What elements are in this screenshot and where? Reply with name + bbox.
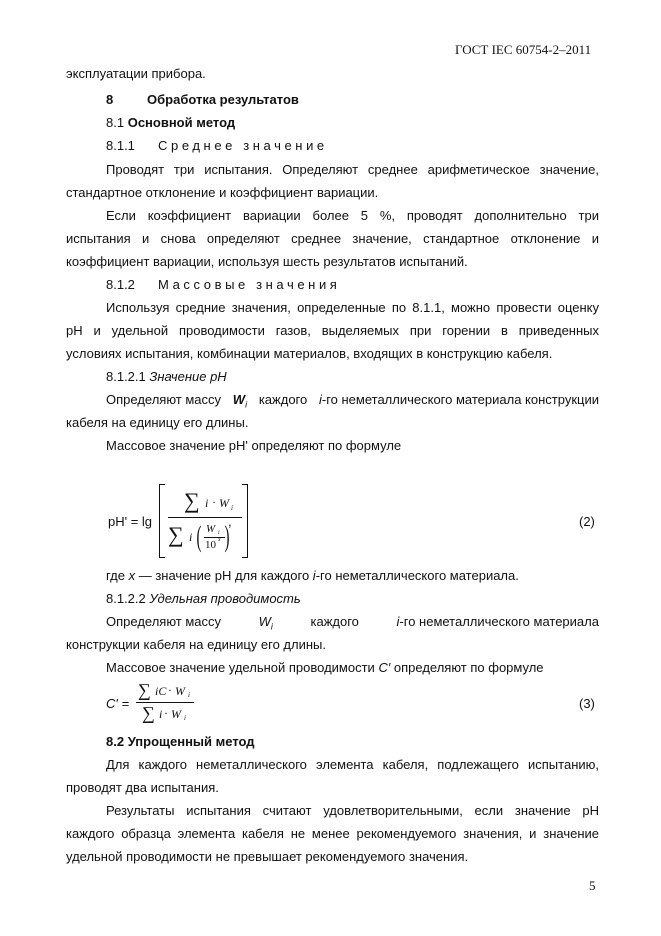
denominator-sub: i — [184, 714, 186, 722]
section-8-1-1-number: 8.1.1 — [106, 138, 135, 153]
paragraph-2-line-2: испытания и снова определяют среднее значение, стандартное отклонение и — [66, 231, 599, 246]
numerator-W: W — [219, 496, 229, 510]
paragraph-6: где x — значение pH для каждого i-го неметаллического материала. — [106, 568, 519, 583]
denominator-sum: ∑ — [168, 522, 184, 547]
section-title: Значение pH — [149, 369, 227, 384]
numerator-dot: · — [212, 495, 216, 509]
paragraph-9-line-2: проводят два испытания. — [66, 780, 219, 795]
paragraph-4-line-2: кабеля на единицу его длины. — [66, 415, 249, 430]
numerator-sub: i — [188, 691, 190, 699]
section-number: 8.1 — [106, 115, 125, 130]
denominator-i: i — [189, 530, 193, 544]
standard-header: ГОСТ IEC 60754-2–2011 — [455, 42, 592, 57]
section-number: 8.1.2.2 — [106, 591, 146, 606]
formula-2-number: (2) — [579, 514, 595, 529]
right-bracket — [242, 484, 248, 558]
paragraph-1-line-1: Проводят три испытания. Определяют среднее арифметическое значение, — [106, 162, 599, 177]
formula-3 — [106, 680, 226, 724]
denominator-sum: ∑ — [142, 703, 155, 723]
numerator-sum: ∑ — [138, 680, 151, 700]
text: i-го неметаллического материала конструкции — [318, 392, 599, 407]
paragraph-3-line-2: pH и удельной проводимости газов, выделяемых при горении в приведенных — [66, 323, 599, 338]
text: каждого — [258, 392, 308, 407]
paragraph-10-line-1: Результаты испытания считают удовлетворительными, если значение pH — [106, 803, 599, 818]
section-8-1-2-number: 8.1.2 — [106, 277, 135, 292]
section-8-1-heading — [106, 111, 235, 134]
denominator-dot: · — [164, 706, 168, 720]
section-title: Основной метод — [127, 115, 236, 130]
formula-lhs: pH' = lg — [108, 514, 153, 529]
page-number: 5 — [589, 878, 596, 893]
text: Определяют массу — [106, 392, 222, 407]
inner-W: W — [206, 523, 216, 535]
formula-2-comma: , — [228, 514, 232, 529]
section-8-title: Обработка результатов — [147, 92, 299, 107]
paragraph-2-line-1: Если коэффициент вариации более 5 %, проводят дополнительно три — [106, 208, 599, 223]
section-number: 8.1.2.1 — [106, 369, 146, 384]
paragraph-3-line-3: условиях испытания, комбинации материалов, входящих в конструкцию кабеля. — [66, 346, 553, 361]
paragraph-9-line-1: Для каждого неметаллического элемента кабеля, подлежащего испытанию, — [106, 757, 599, 772]
exponent-x: x — [218, 537, 221, 543]
section-8-1-2-2-heading — [106, 587, 301, 610]
numerator-iC: iC — [155, 684, 167, 698]
numerator-i: i — [205, 496, 209, 510]
continuation-line: эксплуатации прибора. — [66, 66, 206, 81]
section-8-1-2-title: Массовые значения — [158, 277, 341, 292]
paragraph-7-line-2: конструкции кабеля на единицу его длины. — [66, 637, 326, 652]
formula-3-lhs: C′ = — [106, 696, 130, 711]
paragraph-7-line-1: Определяют массу $W_i$ каждого i-го неметаллического материала — [106, 614, 599, 632]
section-title: Удельная проводимость — [149, 591, 301, 606]
ten: 10 — [205, 539, 216, 551]
numerator-W: W — [175, 684, 185, 698]
left-paren: ( — [196, 520, 202, 553]
inner-sub: i — [218, 530, 220, 536]
section-8-1-2-1-heading — [106, 365, 227, 388]
inner-fraction-bar — [204, 537, 225, 538]
numerator-dot: · — [168, 683, 172, 697]
section-8-1-1-title: Среднее значение — [158, 138, 328, 153]
numerator-sum: ∑ — [184, 488, 200, 513]
paragraph-2-line-3: коэффициент вариации, используя шесть результатов испытаний. — [66, 254, 468, 269]
paragraph-10-line-2: каждого образца элемента кабеля не менее рекомендуемого значения, и значение — [66, 826, 599, 841]
denominator-i: i — [159, 707, 163, 721]
right-paren: ) — [224, 520, 230, 553]
formula-3-number: (3) — [579, 696, 595, 711]
formula-2 — [108, 482, 248, 562]
denominator-W: W — [171, 707, 181, 721]
paragraph-3-line-1: Используя средние значения, определенные по 8.1.1, можно провести оценку — [106, 300, 599, 315]
numerator-sub: i — [231, 504, 233, 512]
left-bracket — [159, 484, 165, 558]
paragraph-5: Массовое значение pH' определяют по формуле — [106, 438, 402, 453]
section-8-2-heading: 8.2 Упрощенный метод — [106, 734, 255, 749]
paragraph-1-line-2: стандартное отклонение и коэффициент вариации. — [66, 185, 379, 200]
paragraph-8: Массовое значение удельной проводимости C′ определяют по формуле — [106, 660, 544, 675]
paragraph-10-line-3: удельной проводимости не превышает рекомендуемого значения. — [66, 849, 469, 864]
mass-symbol: $W_i$ — [232, 392, 248, 410]
section-8-number: 8 — [106, 92, 114, 107]
